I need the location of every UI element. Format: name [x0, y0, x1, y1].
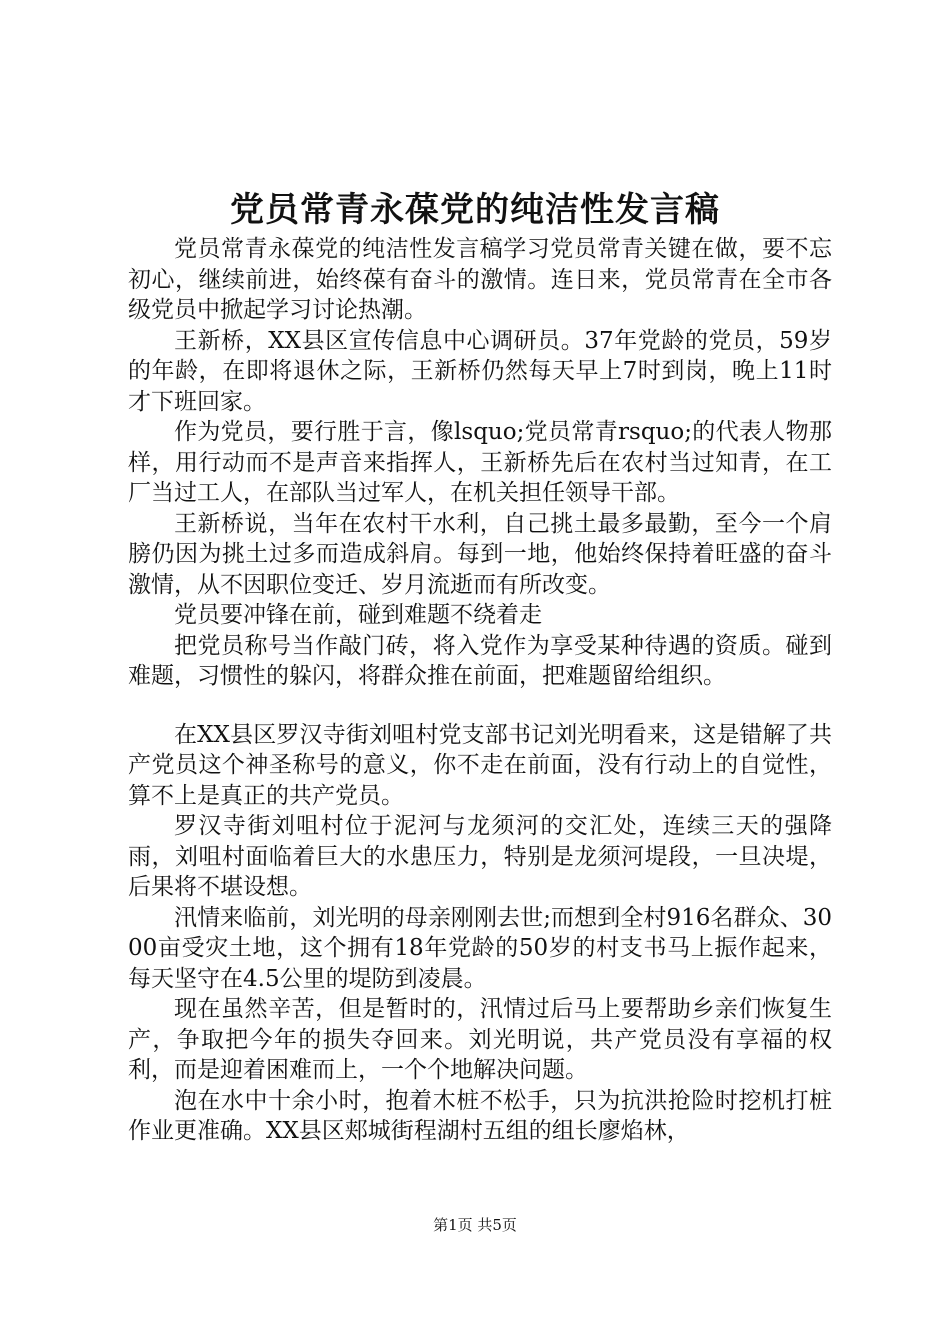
section-heading: 党员要冲锋在前，碰到难题不绕着走: [174, 602, 542, 628]
paragraph: 泡在水中十余小时，抱着木桩不松手，只为抗洪抢险时挖机打桩作业更准确。XX县区郏城街程湖村五组的组长廖焰林，: [128, 1087, 832, 1144]
document-body: [128, 234, 832, 1147]
document-title: 党员常青永葆党的纯洁性发言稿: [230, 190, 720, 230]
paragraph: 现在虽然辛苦，但是暂时的，汛情过后马上要帮助乡亲们恢复生产，争取把今年的损失夺回来。刘光明说，共产党员没有享福的权利，而是迎着困难而上，一个个地解决问题。: [128, 996, 832, 1083]
page-number: 第1页 共5页: [433, 1216, 517, 1234]
paragraph: 王新桥说，当年在农村干水利，自己挑土最多最勤，至今一个肩膀仍因为挑土过多而造成斜肩。每到一地，他始终保持着旺盛的奋斗激情，从不因职位变迁、岁月流逝而有所改变。: [128, 510, 832, 598]
paragraph: 罗汉寺街刘咀村位于泥河与龙须河的交汇处，连续三天的强降雨，刘咀村面临着巨大的水患压力，特别是龙须河堤段，一旦决堤，后果将不堪设想。: [128, 813, 832, 900]
paragraph: 把党员称号当作敲门砖，将入党作为享受某种待遇的资质。碰到难题，习惯性的躲闪，将群众推在前面，把难题留给组织。: [128, 632, 832, 689]
paragraph: 王新桥，XX县区宣传信息中心调研员。37年党龄的党员，59岁的年龄，在即将退休之际，王新桥仍然每天早上7时到岗，晚上11时才下班回家。: [128, 327, 832, 415]
paragraph: 汛情来临前，刘光明的母亲刚刚去世;而想到全村916名群众、3000亩受灾土地，这个拥有18年党龄的50岁的村支书马上振作起来，每天坚守在4.5公里的堤防到凌晨。: [128, 904, 832, 992]
paragraph: 党员常青永葆党的纯洁性发言稿学习党员常青关键在做，要不忘初心，继续前进，始终葆有奋斗的激情。连日来，党员常青在全市各级党员中掀起学习讨论热潮。: [128, 236, 832, 323]
paragraph: 在XX县区罗汉寺街刘咀村党支部书记刘光明看来，这是错解了共产党员这个神圣称号的意义，你不走在前面，没有行动上的自觉性，算不上是真正的共产党员。: [128, 721, 832, 809]
paragraph: 作为党员，要行胜于言，像lsquo;党员常青rsquo;的代表人物那样，用行动而不是声音来指挥人，王新桥先后在农村当过知青，在工厂当过工人，在部队当过军人，在机关担任领导干部。: [128, 419, 832, 506]
